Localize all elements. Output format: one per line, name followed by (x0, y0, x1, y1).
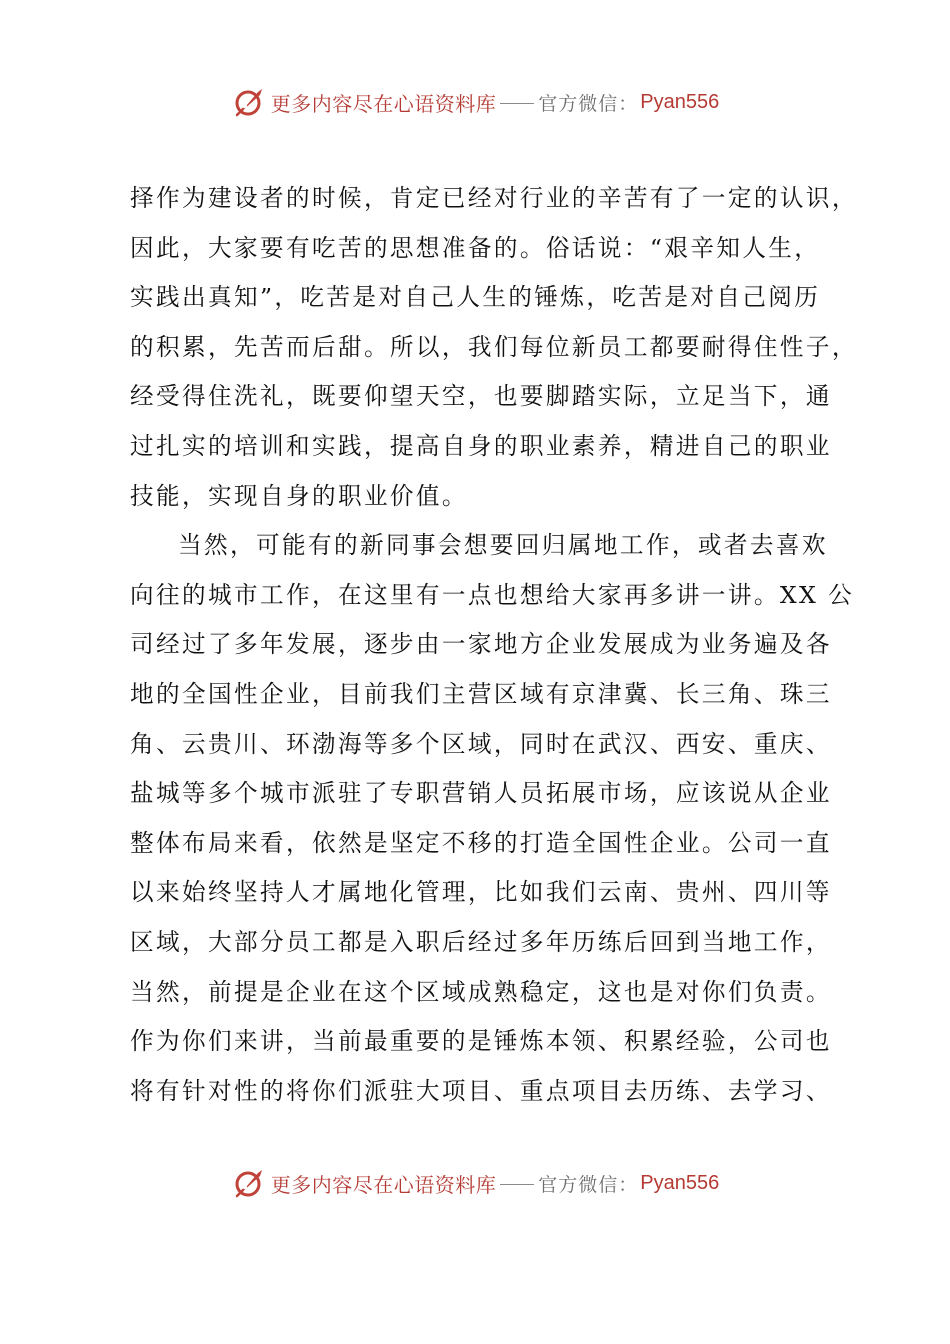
quill-logo-icon (231, 1165, 267, 1201)
text-line: 角、云贵川、环渤海等多个区域，同时在武汉、西安、重庆、 (130, 729, 832, 758)
text-line: 当然，前提是企业在这个区域成熟稳定，这也是对你们负责。 (130, 977, 832, 1006)
header-banner (0, 82, 950, 122)
text-line: 因此，大家要有吃苦的思想准备的。俗话说：“艰辛知人生， (130, 233, 821, 262)
quill-logo-icon (231, 84, 267, 120)
text-line: 整体布局来看，依然是坚定不移的打造全国性企业。公司一直 (130, 828, 832, 857)
banner-official-label: 官方微信： (538, 1173, 639, 1196)
text-line: 实践出真知”，吃苦是对自己人生的锤炼，吃苦是对自己阅历 (130, 283, 821, 312)
banner-wechat-id: Pyan556 (640, 90, 720, 113)
text-line: 区域，大部分员工都是入职后经过多年历练后回到当地工作， (130, 927, 832, 956)
banner-site-text: 更多内容尽在心语资料库 (270, 91, 497, 116)
document-body (130, 174, 858, 1116)
text-line: 盐城等多个城市派驻了专职营销人员拓展市场，应该说从企业 (130, 779, 832, 808)
text-line: 择作为建设者的时候，肯定已经对行业的辛苦有了一定的认识， (130, 184, 858, 212)
text-line: 经受得住洗礼，既要仰望天空，也要脚踏实际，立足当下，通 (130, 382, 832, 411)
text-line: 作为你们来讲，当前最重要的是锤炼本领、积累经验，公司也 (130, 1027, 832, 1056)
paragraph-start-line: 当然，可能有的新同事会想要回归属地工作，或者去喜欢 (178, 531, 828, 560)
banner-wechat-id: Pyan556 (640, 1171, 720, 1194)
text-line: 地的全国性企业，目前我们主营区域有京津冀、长三角、珠三 (130, 679, 832, 708)
text-line: 技能，实现自身的职业价值。 (130, 481, 468, 510)
banner-site-text: 更多内容尽在心语资料库 (270, 1172, 497, 1197)
text-line: 向往的城市工作，在这里有一点也想给大家再多讲一讲。XX 公 (130, 580, 855, 609)
text-line: 司经过了多年发展，逐步由一家地方企业发展成为业务遍及各 (130, 630, 832, 659)
text-line: 过扎实的培训和实践，提高自身的职业素养，精进自己的职业 (130, 431, 832, 460)
text-line: 将有针对性的将你们派驻大项目、重点项目去历练、去学习、 (130, 1076, 832, 1105)
banner-dash (500, 103, 534, 104)
banner-dash (500, 1184, 534, 1185)
banner-official-label: 官方微信： (538, 92, 639, 115)
footer-banner (0, 1163, 950, 1203)
text-line: 以来始终坚持人才属地化管理，比如我们云南、贵州、四川等 (130, 878, 832, 907)
text-line: 的积累，先苦而后甜。所以，我们每位新员工都要耐得住性子， (130, 332, 858, 361)
